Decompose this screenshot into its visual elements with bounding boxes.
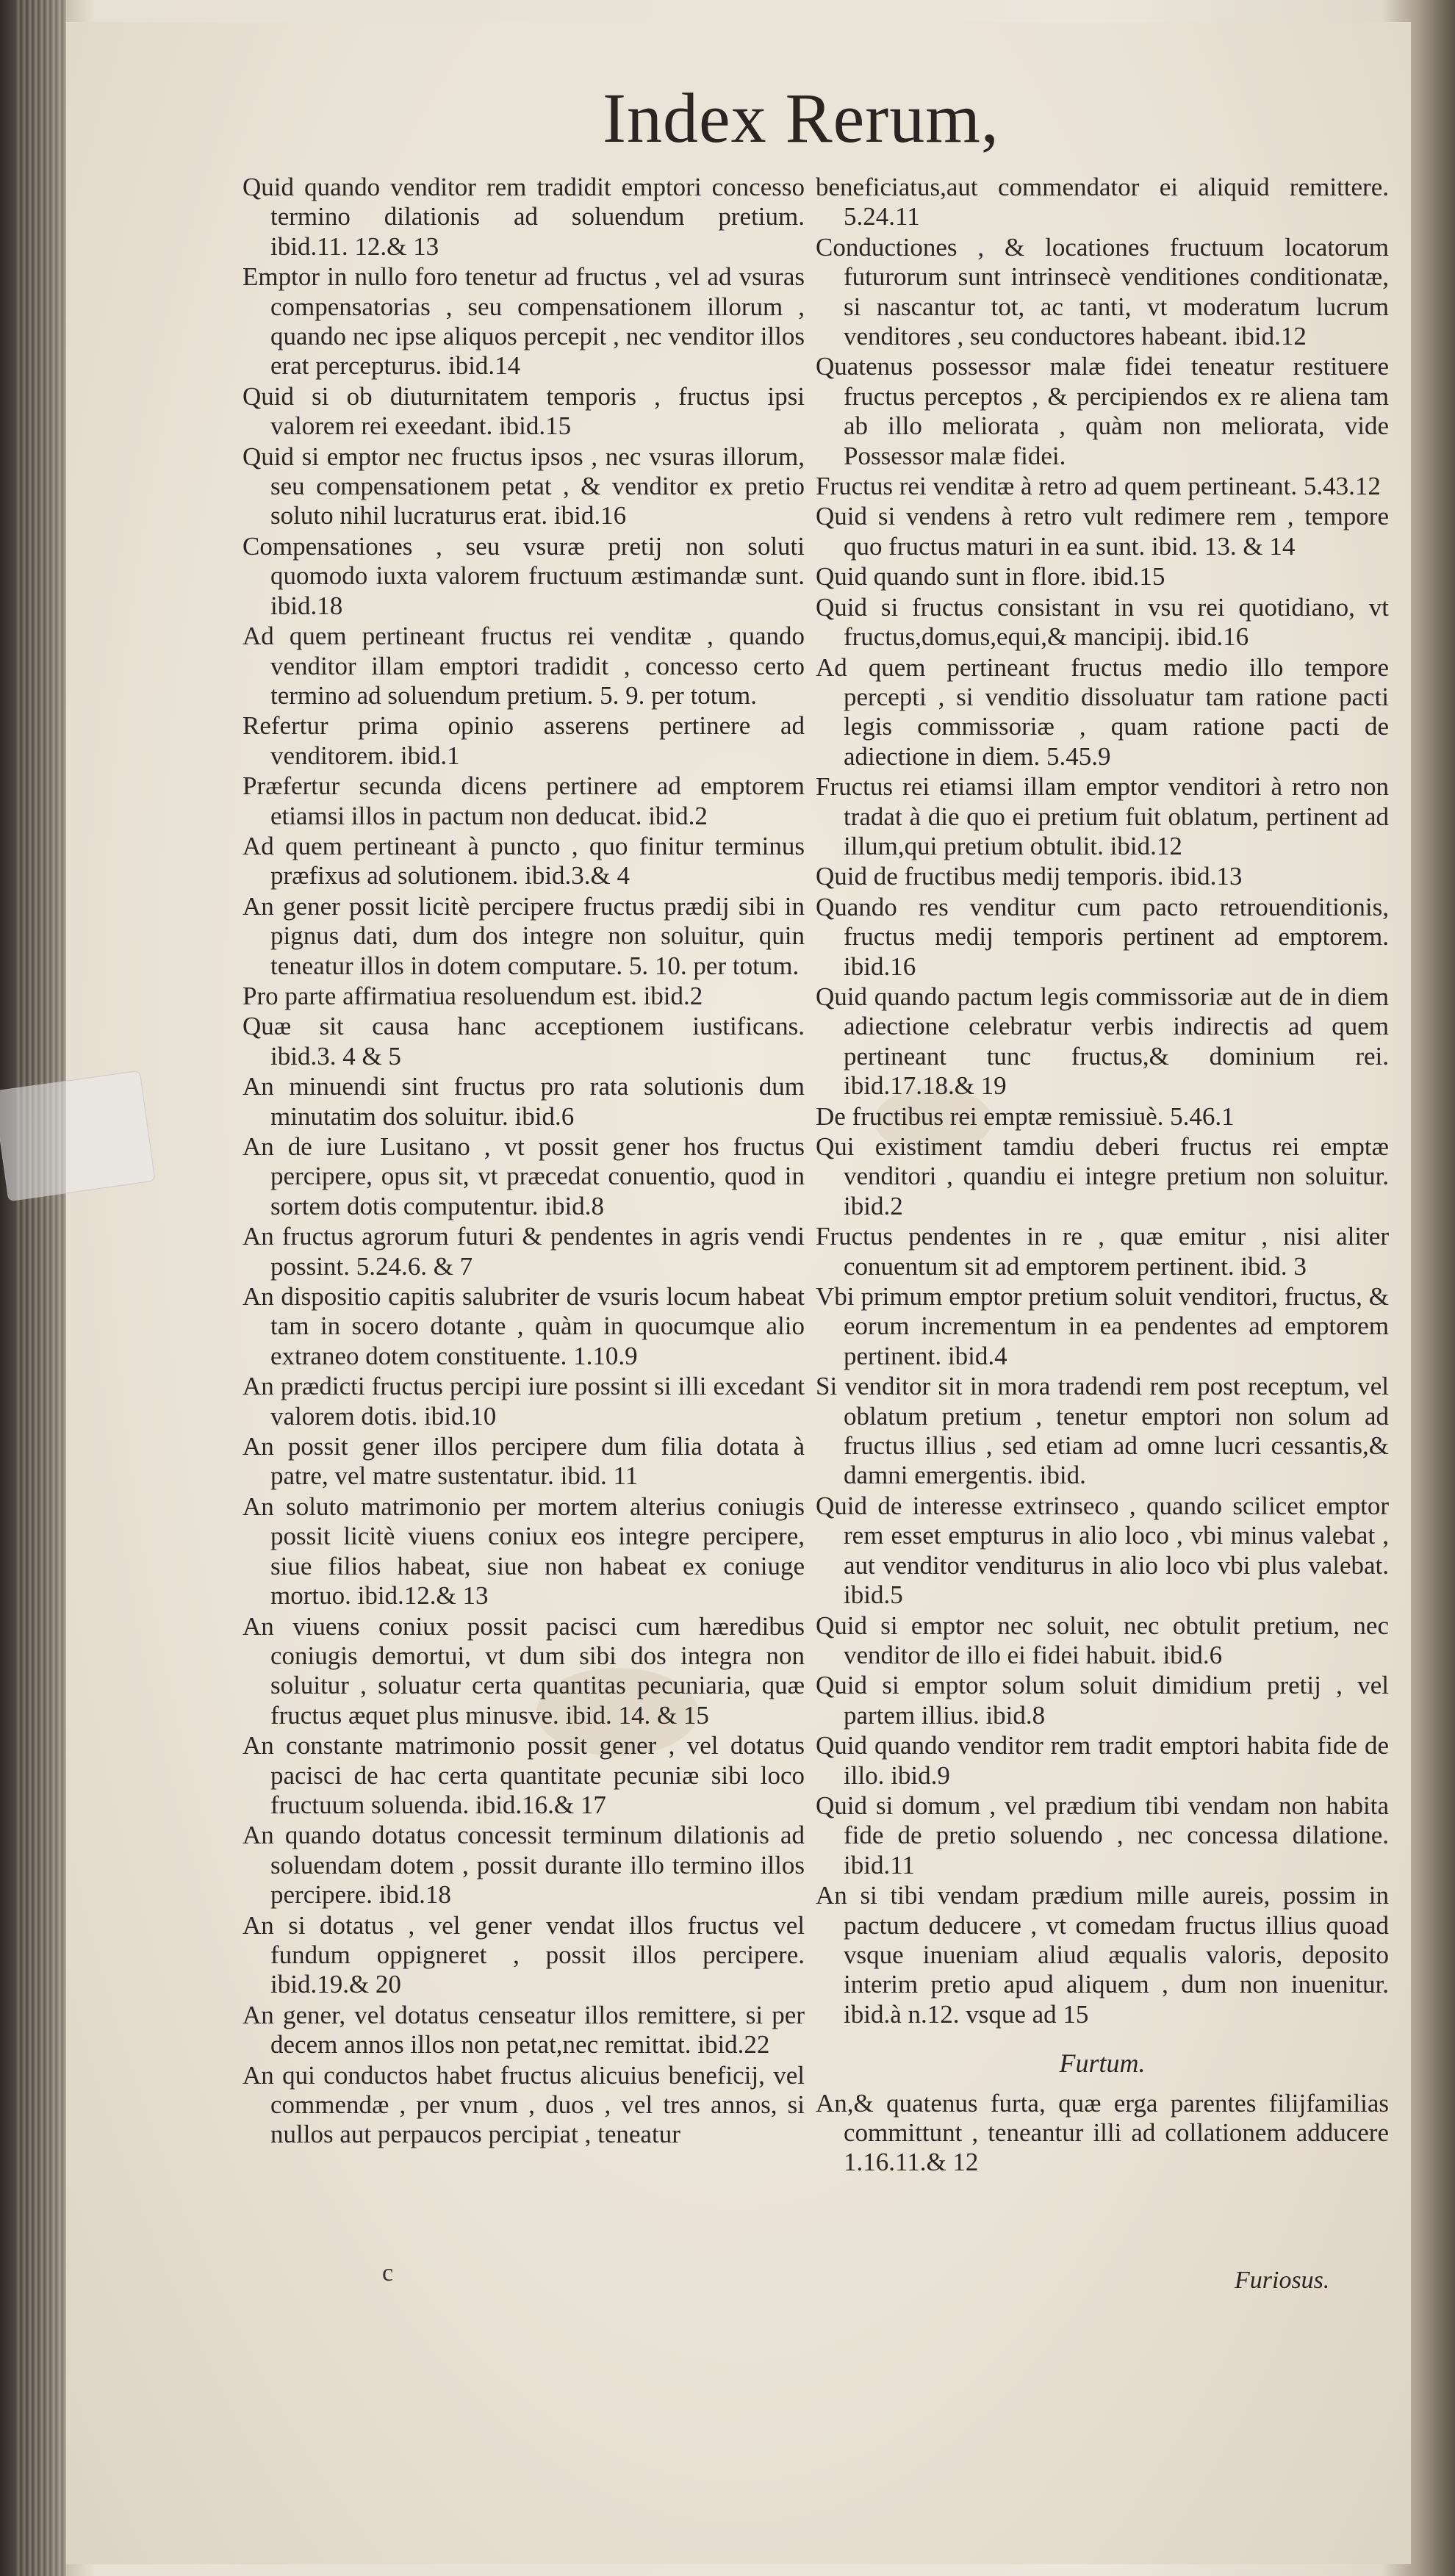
signature-mark: c — [382, 2259, 394, 2287]
entry-reference: 5.24.11 — [844, 202, 920, 231]
entry-text: Compensationes , seu vsuræ pretij non soluti quomodo iuxta valorem fructuum æstimandæ sunt. — [242, 531, 805, 591]
entry-text: Ad quem pertineant à puncto , quo finitur terminus præfixus ad solutionem. — [242, 831, 805, 891]
right-column — [816, 173, 1389, 2179]
entry-reference: ibid.6 — [1163, 1640, 1223, 1669]
index-entry — [242, 711, 805, 771]
entry-reference: ibid. 11 — [560, 1461, 639, 1491]
entry-reference: 1.16.11.& 12 — [844, 2148, 979, 2177]
index-entry — [816, 233, 1389, 352]
entry-text: Præfertur secunda dicens pertinere ad emptorem etiamsi illos in pactum non deducat. — [242, 771, 805, 830]
entry-reference: 5.24.6. & 7 — [356, 1251, 473, 1281]
index-entry — [242, 832, 805, 891]
index-entry — [816, 1492, 1389, 1611]
index-entry — [816, 1102, 1389, 1132]
index-entry — [816, 593, 1389, 652]
index-entry — [816, 352, 1389, 471]
index-entry — [242, 1432, 805, 1492]
entry-reference: ibid.19.& 20 — [270, 1970, 401, 1999]
index-entry — [816, 562, 1389, 591]
index-entry — [242, 1072, 805, 1132]
entry-text: Quid quando venditor rem tradidit emptori concesso termino dilationis ad soluendum pretium. — [242, 173, 805, 231]
index-entry — [242, 382, 805, 442]
entry-text: An si dotatus , vel gener vendat illos fructus vel fundum oppigneret , possit illos percipere. — [242, 1910, 805, 1969]
entry-text: An gener possit licitè percipere fructus prædij sibi in pignus dati, dum dos integre non soluitur, quin teneatur illos in dotem computare. — [242, 891, 805, 980]
entry-reference: ibid.8 — [985, 1700, 1046, 1730]
index-entry — [242, 982, 805, 1011]
index-entry — [816, 893, 1389, 982]
entry-text: Quatenus possessor malæ fidei teneatur restituere fructus perceptos , & percipiendos ex re aliena tam ab illo meliorata , quàm non meliorata, vide Possessor malæ fidei. — [816, 352, 1389, 470]
left-column — [242, 173, 805, 2151]
index-entry — [816, 1372, 1389, 1491]
entry-text: An,& quatenus furta, quæ erga parentes filijfamilias committunt , teneantur illi ad collationem adducere — [816, 2088, 1389, 2147]
index-entry — [816, 982, 1389, 1101]
entry-reference: ibid. 13. & 14 — [1151, 531, 1296, 561]
entry-text: Quæ sit causa hanc acceptionem iustificans. — [242, 1012, 805, 1041]
index-entry — [816, 1881, 1389, 2029]
entry-reference: ibid.13 — [1170, 862, 1243, 891]
entry-text: Quid si ob diuturnitatem temporis , fructus ipsi valorem rei exeedant. — [242, 381, 805, 441]
index-entry — [816, 772, 1389, 861]
entry-reference: ibid.18 — [270, 591, 343, 620]
index-entry — [816, 1611, 1389, 1671]
index-entry — [816, 1132, 1389, 1221]
entry-text: An minuendi sint fructus pro rata solutionis dum minutatim dos soluitur. — [242, 1072, 805, 1131]
index-entry — [242, 622, 805, 710]
entry-text: Fructus rei venditæ à retro ad quem pertineant. — [816, 472, 1298, 501]
entry-text: An de iure Lusitano , vt possit gener hos fructus percipere, opus sit, vt præcedat conuentio, quod in sortem dotis computentur. — [242, 1132, 805, 1220]
index-entry — [242, 1222, 805, 1281]
index-entry — [242, 173, 805, 262]
index-entry — [816, 2089, 1389, 2178]
entry-reference: 5. 10. per totum. — [628, 951, 800, 980]
index-entry — [242, 1911, 805, 2000]
index-entry — [816, 1222, 1389, 1281]
plastic-page-tab — [0, 1071, 156, 1202]
entry-reference: ibid.22 — [697, 2030, 770, 2059]
book-binding-edge — [15, 0, 66, 2576]
entry-text: An qui conductos habet fructus alicuius beneficij, vel commendæ , per vnum , duos , vel tres annos, si nullos aut perpaucos percipiat , teneatur — [242, 2060, 805, 2149]
entry-reference: ibid.5 — [844, 1580, 903, 1610]
entry-text: Quid si vendens à retro vult redimere rem , tempore quo fructus maturi in ea sunt. — [816, 502, 1389, 561]
entry-text: Quando res venditur cum pacto retrouenditionis, fructus medij temporis pertinent ad emptorem. — [816, 892, 1389, 951]
entry-reference: ibid.8 — [545, 1191, 604, 1220]
entry-text: Quid si domum , vel prædium tibi vendam non habita fide de pretio soluendo , nec concessa dilatione. — [816, 1791, 1389, 1850]
entry-reference: ibid.12.& 13 — [357, 1581, 489, 1611]
entry-reference: ibid.2 — [844, 1191, 903, 1220]
entry-text: An constante matrimonio possit gener , vel dotatus pacisci de hac certa quantitate pecuniæ sibi loco fructuum soluenda. — [242, 1731, 805, 1819]
index-entry — [816, 1671, 1389, 1730]
entry-reference: ibid.à n.12. vsque ad 15 — [844, 1999, 1089, 2029]
index-entry — [242, 1821, 805, 1910]
index-entry — [242, 1612, 805, 1731]
entry-text: Ad quem pertineant fructus medio illo tempore percepti , si venditio dissoluatur tam ratione pacti legis commissoriæ , quam ratione pacti de adiectione in diem. — [816, 652, 1389, 771]
entry-reference: ibid.2 — [643, 981, 703, 1010]
entry-reference: ibid. 3 — [1240, 1251, 1307, 1281]
entry-text: beneficiatus,aut commendator ei aliquid remittere. — [816, 173, 1389, 201]
entry-text: An dispositio capitis salubriter de vsuris locum habeat tam in socero dotante , quàm in quocumque alio extraneo dotem constituente. — [242, 1282, 805, 1370]
index-entry — [242, 532, 805, 621]
entry-reference: 1.10.9 — [573, 1341, 638, 1370]
right-column-entries — [816, 173, 1389, 2029]
entry-reference: ibid.6 — [514, 1101, 575, 1131]
entry-reference: ibid.16 — [1176, 622, 1249, 652]
entry-text: An si tibi vendam prædium mille aureis, possim in pactum deducere , vt comedam fructus illius quoad vsque inueniam aliud æqualis valoris, deposito interim pretio apud aliquem , dum non inuenitur. — [816, 1881, 1389, 1999]
entry-text: Vbi primum emptor pretium soluit venditori, fructus, & eorum incrementum in ea pendentes ad emptorem pertinent. — [816, 1282, 1389, 1370]
page-title: Index Rerum, — [603, 79, 999, 157]
index-entry — [242, 892, 805, 981]
entry-text: Fructus pendentes in re , quæ emitur , nisi aliter conuentum sit ad emptorem pertinent. — [816, 1222, 1389, 1281]
entry-text: An fructus agrorum futuri & pendentes in agris vendi possint. — [242, 1222, 805, 1281]
index-entry — [816, 1791, 1389, 1880]
entry-reference: ibid.1 — [400, 741, 460, 770]
entry-reference: ibid.18 — [378, 1880, 451, 1910]
entry-text: Quid si emptor nec soluit, nec obtulit pretium, nec venditor de illo ei fidei habuit. — [816, 1611, 1389, 1669]
entry-reference: ibid.10 — [424, 1401, 497, 1431]
entry-text: An prædicti fructus percipi iure possint si illi excedant valorem dotis. — [242, 1372, 805, 1431]
entry-reference: 5.43.12 — [1303, 472, 1381, 501]
entry-reference: ibid.15 — [1093, 562, 1165, 591]
index-entry — [816, 862, 1389, 891]
entry-reference: ibid.4 — [947, 1341, 1007, 1370]
entry-text: De fructibus rei emptæ remissiuè. — [816, 1101, 1164, 1131]
entry-text: Pro parte affirmatiua resoluendum est. — [242, 981, 637, 1010]
index-entry — [242, 1282, 805, 1371]
index-entry — [816, 472, 1389, 501]
entry-text: Quid si emptor solum soluit dimidium pretij , vel partem illius. — [816, 1671, 1389, 1730]
index-entry — [242, 262, 805, 381]
entry-text: An possit gener illos percipere dum filia dotata à patre, vel matre sustentatur. — [242, 1432, 805, 1491]
entry-text: Si venditor sit in mora tradendi rem post receptum, vel oblatum pretium , tenetur emptori non solum ad fructus illius , sed etiam ad omne lucri cessantis,& damni emergentis. — [816, 1372, 1389, 1490]
entry-text: An soluto matrimonio per mortem alterius coniugis possit licitè viuens coniux eos integre percipere, siue filios habeat, siue non habeat ex coniuge mortuo. — [242, 1492, 805, 1611]
index-entry — [816, 173, 1389, 232]
index-entry — [242, 1132, 805, 1221]
index-entry — [816, 653, 1389, 772]
entry-reference: ibid.16.& 17 — [475, 1790, 606, 1819]
entry-reference: 5. 9. per totum. — [600, 680, 757, 710]
section-heading: Furtum. — [1059, 2048, 1146, 2079]
entry-reference: ibid.14 — [448, 351, 521, 381]
entry-reference: ibid.17.18.& 19 — [844, 1071, 1007, 1101]
entry-text: Emptor in nullo foro tenetur ad fructus , vel ad vsuras compensatorias , seu compensationem illorum , quando nec ipse aliquos percepit , nec venditor illos erat percepturus. — [242, 262, 805, 381]
entry-reference: ibid.3. 4 & 5 — [270, 1041, 401, 1071]
entry-text: Qui existiment tamdiu deberi fructus rei emptæ venditori , quandiu ei integre pretium non soluitur. — [816, 1132, 1389, 1191]
entry-text: Quid de fructibus medij temporis. — [816, 862, 1164, 891]
entry-text: An gener, vel dotatus censeatur illos remittere, si per decem annos illos non petat,nec remittat. — [242, 2000, 805, 2059]
catchword: Furiosus. — [1235, 2267, 1330, 2294]
index-entry — [242, 1012, 805, 1071]
index-entry — [816, 1282, 1389, 1371]
entry-text: An viuens coniux possit pacisci cum hæredibus coniugis demortui, vt dum sibi dos integra non soluitur , soluatur certa quantitas pecuniaria, quæ fructus æquet plus minusve. — [242, 1611, 805, 1730]
entry-text: Quid quando sunt in flore. — [816, 562, 1087, 591]
entry-reference: ibid.16 — [553, 501, 627, 530]
entry-text: Quid si emptor nec fructus ipsos , nec vsuras illorum, seu compensationem petat , & venditor ex pretio soluto nihil lucraturus erat. — [242, 442, 805, 530]
entry-reference: ibid.12 — [1110, 831, 1182, 860]
index-entry — [242, 1731, 805, 1820]
index-entry — [242, 1492, 805, 1611]
entry-text: Fructus rei etiamsi illam emptor venditori à retro non tradat à die quo ei pretium fuit oblatum, pertinent ad illum,qui pretium obtulit. — [816, 772, 1389, 860]
index-entry — [242, 771, 805, 831]
entry-reference: ibid.3.& 4 — [525, 861, 630, 891]
index-entry — [242, 2061, 805, 2150]
entry-reference: ibid.12 — [1234, 322, 1307, 351]
entry-reference: ibid.16 — [844, 951, 916, 981]
entry-reference: ibid.11. 12.& 13 — [270, 231, 439, 261]
entry-text: Quid de interesse extrinseco , quando scilicet emptor rem esset empturus in alio loco , vbi minus valebat , aut venditor venditurus in alio loco vbi plus valebat. — [816, 1491, 1389, 1580]
section-entries — [816, 2089, 1389, 2178]
entry-reference: ibid. — [1039, 1461, 1086, 1490]
entry-reference: ibid.2 — [648, 801, 708, 830]
entry-text: Quid quando pactum legis commissoriæ aut de in diem adiectione celebratur verbis indirectis ad quem pertineant tunc fructus,& dominium rei. — [816, 982, 1389, 1071]
entry-reference: 5.45.9 — [1046, 741, 1111, 771]
entry-reference: ibid.15 — [498, 411, 572, 441]
entry-reference: ibid.9 — [891, 1760, 950, 1790]
index-entry — [242, 1372, 805, 1431]
entry-text: Conductiones , & locationes fructuum locatorum futurorum sunt intrinsecè venditiones conditionatæ, si nascantur tot, ac tanti, vt moderatum lucrum venditores , seu conductores habeant. — [816, 232, 1389, 351]
entry-text: An quando dotatus concessit terminum dilationis ad soluendam dotem , possit durante illo termino illos percipere. — [242, 1821, 805, 1910]
entry-reference: 5.46.1 — [1170, 1101, 1235, 1131]
entry-reference: ibid.11 — [844, 1850, 915, 1879]
index-entry — [816, 502, 1389, 561]
entry-text: Ad quem pertineant fructus rei venditæ , quando venditor illam emptori tradidit , concesso certo termino ad soluendum pretium. — [242, 622, 805, 710]
index-entry — [242, 2001, 805, 2060]
entry-text: Quid si fructus consistant in vsu rei quotidiano, vt fructus,domus,equi,& mancipij. — [816, 592, 1389, 652]
entry-text: Quid quando venditor rem tradit emptori habita fide de illo. — [816, 1731, 1389, 1790]
index-entry — [242, 442, 805, 531]
entry-text: Refertur prima opinio asserens pertinere ad venditorem. — [242, 711, 805, 770]
entry-reference: ibid. 14. & 15 — [565, 1700, 709, 1730]
index-entry — [816, 1731, 1389, 1791]
